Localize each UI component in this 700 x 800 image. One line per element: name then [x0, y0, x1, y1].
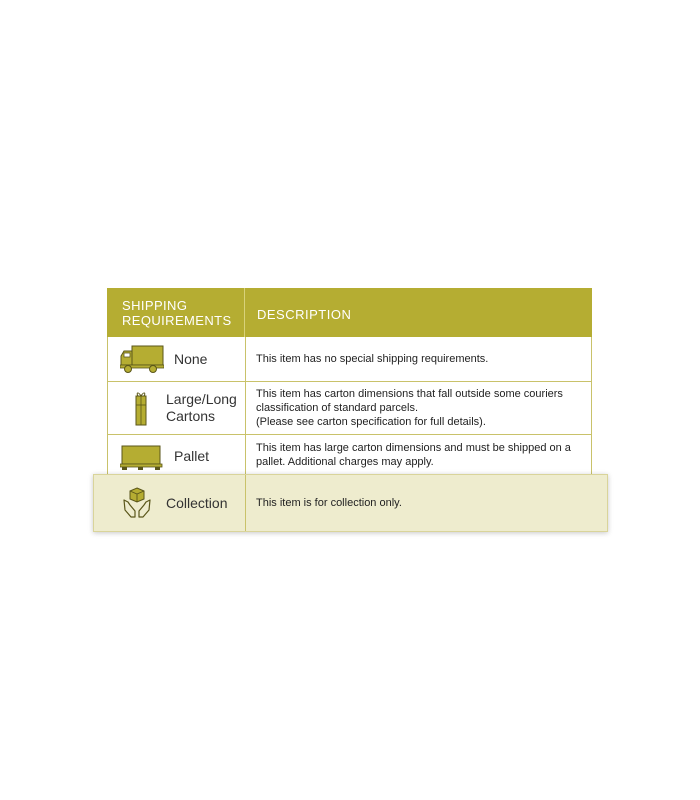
requirement-cell: [108, 435, 246, 477]
description-line-2: pallet. Additional charges may apply.: [256, 456, 434, 468]
hands-box-icon: [122, 486, 152, 520]
pallet-icon: [120, 445, 164, 471]
label-line-2: Cartons: [166, 408, 216, 424]
requirement-cell: [108, 382, 246, 434]
description-text: This item has no special shipping requirements.: [256, 353, 489, 365]
header-line-2: REQUIREMENTS: [122, 313, 232, 328]
description-text: [256, 441, 571, 469]
long-carton-icon: [134, 390, 148, 426]
requirement-cell: [108, 337, 246, 381]
truck-icon: [120, 344, 164, 374]
description-line-1: This item has large carton dimensions and must be shipped on a: [256, 442, 571, 454]
description-cell: [246, 435, 591, 477]
shipping-requirements-table: [107, 288, 592, 478]
description-cell: [246, 382, 591, 434]
table-row-none: [107, 337, 592, 382]
header-description: DESCRIPTION: [257, 307, 352, 322]
description-line-2: classification of standard parcels.: [256, 402, 419, 414]
description-text: This item is for collection only.: [256, 497, 402, 509]
requirement-label: None: [174, 350, 208, 367]
description-cell: [246, 337, 591, 381]
description-line-1: This item has carton dimensions that fall outside some couriers: [256, 388, 563, 400]
requirement-label: Pallet: [174, 447, 210, 464]
label-line-1: Large/Long: [166, 391, 237, 407]
header-shipping-requirements: [107, 288, 245, 337]
table-row-large-long-cartons: [107, 382, 592, 435]
table-row-collection-highlighted: [93, 474, 608, 532]
requirement-label: Collection: [166, 495, 228, 511]
description-cell: [246, 475, 607, 531]
description-line-3: (Please see carton specification for full details).: [256, 416, 486, 428]
requirement-cell: [94, 475, 246, 531]
requirement-label: [166, 391, 237, 425]
header-line-1: SHIPPING: [122, 298, 188, 313]
table-header: [107, 288, 592, 337]
table-row-pallet: [107, 435, 592, 478]
description-text: [256, 387, 563, 429]
